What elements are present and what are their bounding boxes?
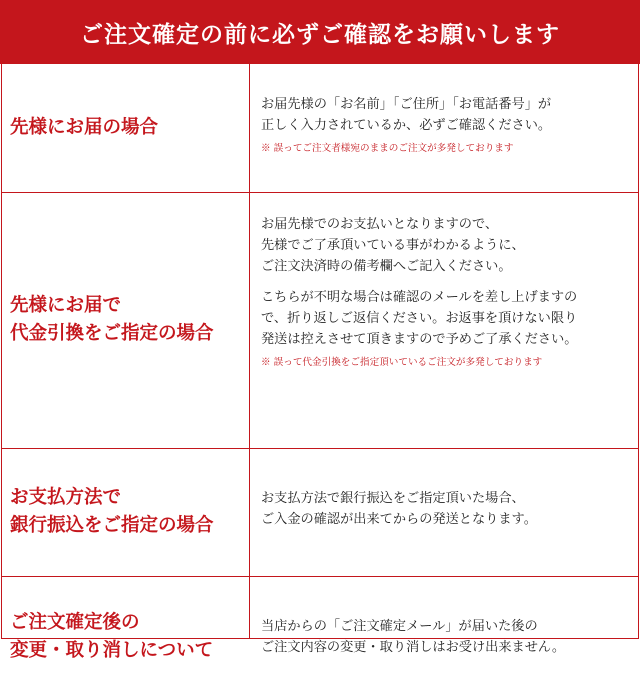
section-label: [10, 192, 244, 448]
body-line: ご入金の確認が出来てからの発送となります。: [261, 512, 537, 527]
section-recipient-delivery: [2, 64, 638, 192]
section-body: [261, 488, 633, 530]
body-line: お届先様の「お名前」「ご住所」「お電話番号」が: [261, 97, 552, 112]
section-label-line: 銀行振込をご指定の場合: [10, 515, 214, 536]
body-line: お届先様でのお支払いとなりますので、: [261, 217, 499, 232]
section-label: [10, 576, 244, 698]
body-line: 当店からの「ご注文確定メール」が届いた後の: [261, 619, 538, 634]
section-label-line: 代金引換をご指定の場合: [10, 323, 214, 344]
section-label: [10, 64, 244, 192]
paragraph-gap: [261, 277, 633, 287]
body-line: ご注文内容の変更・取り消しはお受け出来ません。: [261, 640, 566, 655]
section-label-line: 先様にお届で: [10, 295, 122, 316]
body-line: こちらが不明な場合は確認のメールを差し上げますの: [261, 290, 578, 305]
body-line: お支払方法で銀行振込をご指定頂いた場合、: [261, 491, 525, 506]
section-label-line: 先様にお届の場合: [10, 117, 159, 138]
body-line: で、折り返しご返信ください。お返事を頂けない限り: [261, 311, 578, 326]
section-bank-transfer: [2, 448, 638, 576]
section-label-line: お支払方法で: [10, 487, 122, 508]
warning-note: ※ 誤ってご注文者様宛のままのご注文が多発しております: [261, 143, 514, 154]
section-body: [261, 616, 633, 658]
notice-header: [0, 0, 640, 64]
body-line: 先様でご了承頂いている事がわかるように、: [261, 238, 525, 253]
section-recipient-cod: [2, 192, 638, 448]
body-line: 正しく入力されているか、必ずご確認ください。: [261, 118, 552, 133]
section-label: [10, 448, 244, 576]
notice-table: [1, 64, 639, 661]
section-body: [261, 214, 633, 372]
body-line: ご注文決済時の備考欄へご記入ください。: [261, 259, 512, 274]
notice-title: ご注文確定の前に必ずご確認をお願いします: [80, 20, 560, 48]
body-line: 発送は控えさせて頂きますので予めご了承ください。: [261, 332, 578, 347]
section-label-line: ご注文確定後の: [10, 612, 140, 633]
warning-note: ※ 誤って代金引換をご指定頂いているご注文が多発しております: [261, 357, 543, 368]
section-body: [261, 94, 633, 158]
section-label-line: 変更・取り消しについて: [10, 640, 214, 661]
section-order-changes: [2, 576, 638, 661]
